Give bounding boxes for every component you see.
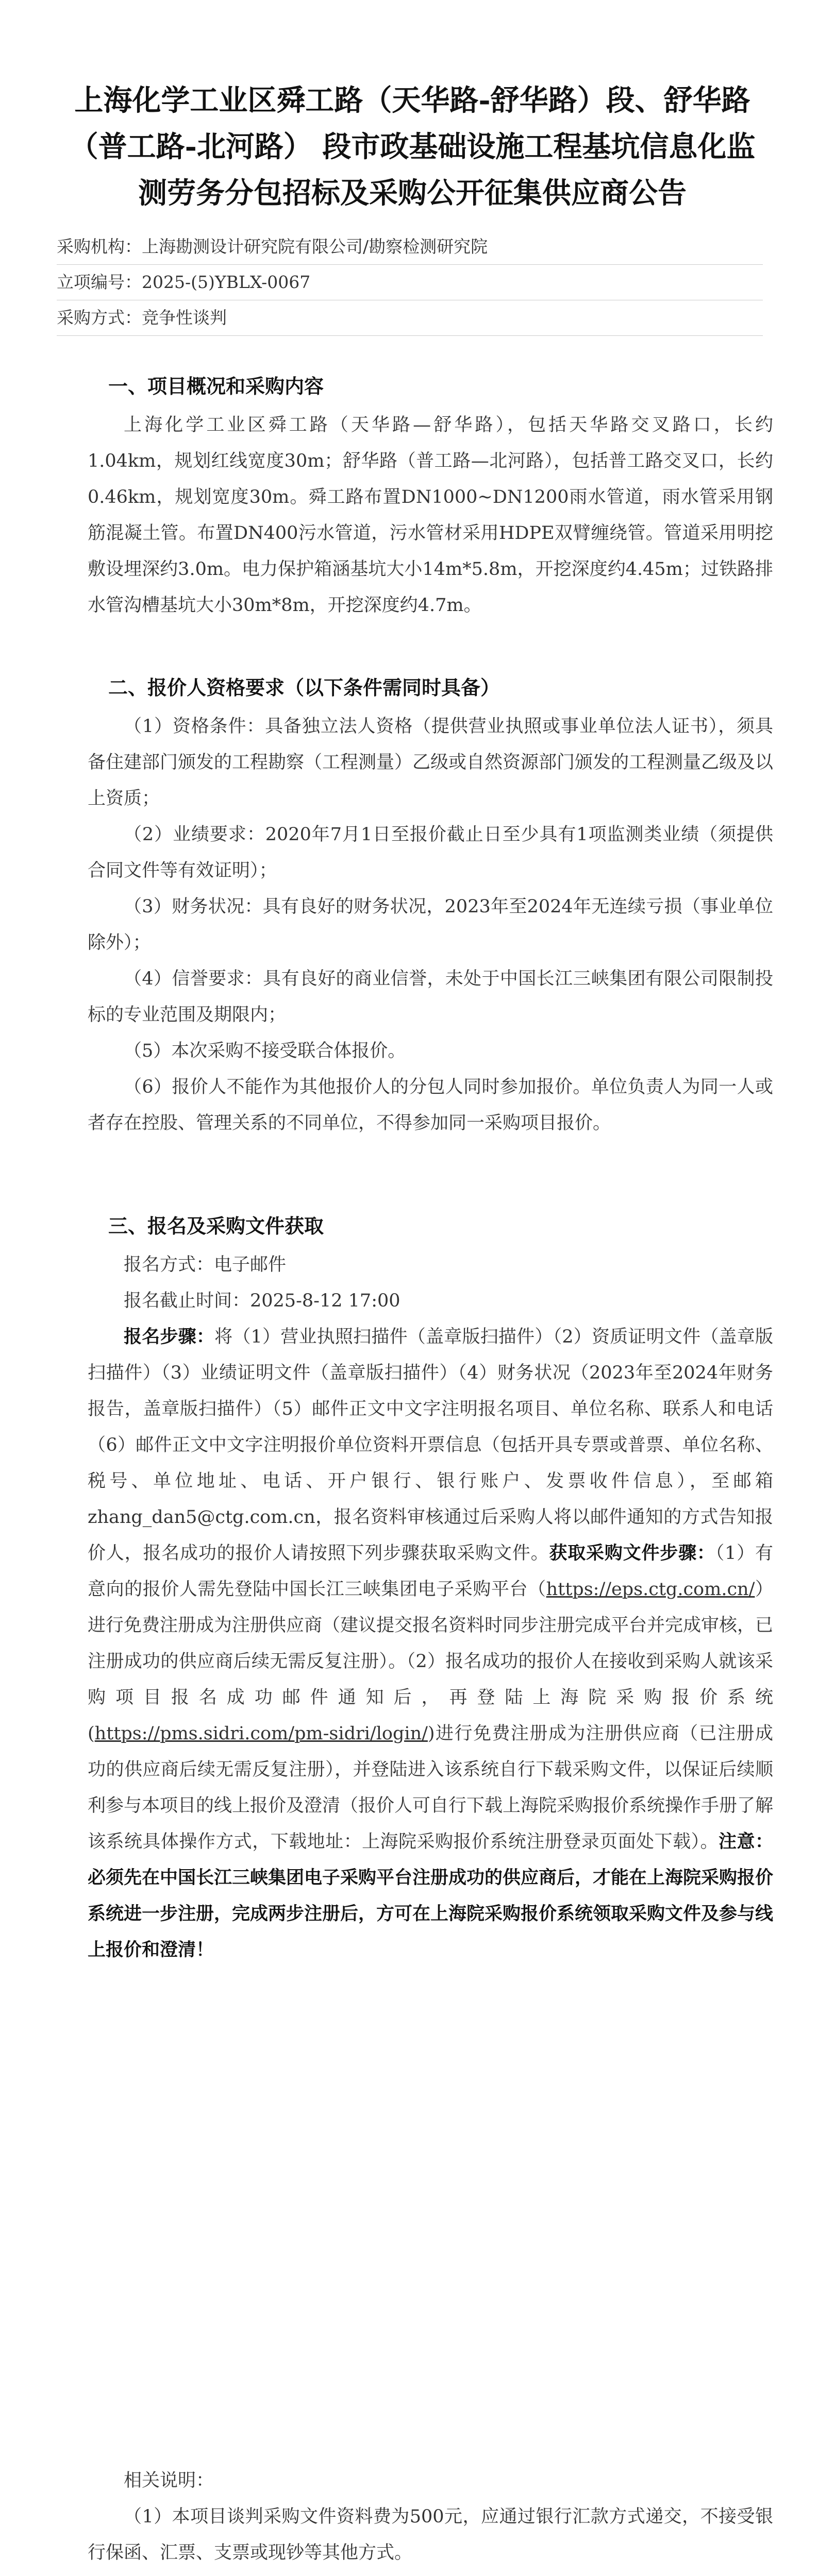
meta-method-value: 竞争性谈判 <box>142 308 227 328</box>
meta-method <box>57 300 763 336</box>
qualification-item-2: （2）业绩要求：2020年7月1日至报价截止日至少具有1项监测类业绩（须提供合同文件等有效证明）； <box>88 824 773 881</box>
get-docs-text-c: )进行免费注册成为注册供应商（已注册成功的供应商后续无需反复注册），并登陆进入该系统自行下载采购文件，以保证后续顺利参与本项目的线上报价及澄清（报价人可自行下载上海院采购报价系统操作手册了解该系统具体操作方式，下载地址：上海院采购报价系统注册登录页面处下载）。 <box>88 1723 774 1852</box>
notice-text: 必须先在中国长江三峡集团电子采购平台注册成功的供应商后，才能在上海院采购报价系统进一步注册，完成两步注册后，方可在上海院采购报价系统领取采购文件及参与线上报价和澄清！ <box>88 1867 774 1960</box>
related-note-1: （1）本项目谈判采购文件资料费为500元，应通过银行汇款方式递交，不接受银行保函、汇票、支票或现钞等其他方式。 <box>88 2506 773 2563</box>
qualification-item-1: （1）资格条件：具备独立法人资格（提供营业执照或事业单位法人证书），须具备住建部门颁发的工程勘察（工程测量）乙级或自然资源部门颁发的工程测量乙级及以上资质； <box>88 716 774 809</box>
meta-agency-label: 采购机构： <box>57 236 142 257</box>
related-notes-title: 相关说明： <box>124 2470 214 2491</box>
meta-method-label: 采购方式： <box>57 308 142 328</box>
registration-steps-text: 将（1）营业执照扫描件（盖章版扫描件）（2）资质证明文件（盖章版扫描件）（3）业绩证明文件（盖章版扫描件）（4）财务状况（2023年至2024年财务报告，盖章版扫描件）（5）邮件正文中文字注明报名项目、单位名称、联系人和电话（6）邮件正文中文字注明报价单位资料开票信息（包括开具专票或普票、单位名称、税号、单位地址、电话、开户银行、银行账户、发票收件信息），至邮箱 zhang_dan5@ctg.com.cn，报名资料审核通过后采购人将以邮件通知的方式告知报价人，报名成功的报价人请按照下列步骤获取采购文件。 <box>88 1327 773 1564</box>
meta-project-no <box>57 265 763 300</box>
section1-heading: 一、项目概况和采购内容 <box>108 375 324 398</box>
qualification-item-4: （4）信誉要求：具有良好的商业信誉，未处于中国长江三峡集团有限公司限制投标的专业范围及期限内； <box>88 969 773 1025</box>
section1-body <box>88 407 773 623</box>
section2-body <box>88 708 773 1141</box>
page-title: 上海化学工业区舜工路（天华路-舒华路）段、舒华路（普工路-北河路） 段市政基础设施工程基坑信息化监测劳务分包招标及采购公开征集供应商公告 <box>69 83 756 210</box>
eps-link[interactable]: https://eps.ctg.com.cn/ <box>546 1579 755 1600</box>
notice-label: 注意： <box>719 1831 773 1852</box>
pms-link[interactable]: https://pms.sidri.com/pm-sidri/login/ <box>94 1723 428 1744</box>
qualification-item-5: （5）本次采购不接受联合体报价。 <box>124 1041 406 1061</box>
get-docs-text-b: ）进行免费注册成为注册供应商（建议提交报名资料时同步注册完成平台并完成审核，已注册成功的供应商后续无需反复注册）。（2）报名成功的报价人在接收到采购人就该采购项目报名成功邮件通知后，再登陆上海院采购报价系统( <box>88 1579 774 1744</box>
registration-steps <box>88 1319 773 1968</box>
section2-heading: 二、报价人资格要求（以下条件需同时具备） <box>108 676 500 699</box>
registration-deadline: 报名截止时间：2025-8-12 17:00 <box>124 1291 400 1311</box>
section3-body <box>88 1247 773 1968</box>
qualification-item-3: （3）财务状况：具有良好的财务状况，2023年至2024年无连续亏损（事业单位除外）； <box>88 896 773 953</box>
registration-steps-label: 报名步骤： <box>124 1326 215 1347</box>
get-docs-label: 获取采购文件步骤： <box>549 1543 715 1564</box>
qualification-item-6: （6）报价人不能作为其他报价人的分包人同时参加报价。单位负责人为同一人或者存在控股、管理关系的不同单位，不得参加同一采购项目报价。 <box>88 1077 773 1133</box>
section1-paragraph: 上海化学工业区舜工路（天华路—舒华路），包括天华路交叉路口，长约1.04km，规划红线宽度30m；舒华路（普工路—北河路），包括普工路交叉口，长约0.46km，规划宽度30m。舜工路布置DN1000~DN1200雨水管道，雨水管采用钢筋混凝土管。布置DN400污水管道，污水管材采用HDPE双臂缠绕管。管道采用明挖敷设埋深约3.0m。电力保护箱涵基坑大小14m*5.8m，开挖深度约4.45m；过铁路排水管沟槽基坑大小30m*8m，开挖深度约4.7m。 <box>88 415 773 616</box>
meta-project-no-value: 2025-(5)YBLX-0067 <box>142 272 311 292</box>
meta-agency <box>57 229 763 265</box>
section3-heading: 三、报名及采购文件获取 <box>108 1214 324 1238</box>
related-notes <box>88 2463 773 2576</box>
registration-method: 报名方式：电子邮件 <box>124 1255 287 1275</box>
meta-project-no-label: 立项编号： <box>57 272 142 292</box>
get-docs-text-a: （1）有意向的报价人需先登陆中国长江三峡集团电子采购平台（ <box>88 1543 773 1600</box>
meta-agency-value: 上海勘测设计研究院有限公司/勘察检测研究院 <box>142 236 488 257</box>
related-note-2 <box>88 2571 773 2576</box>
meta-block <box>57 229 763 336</box>
